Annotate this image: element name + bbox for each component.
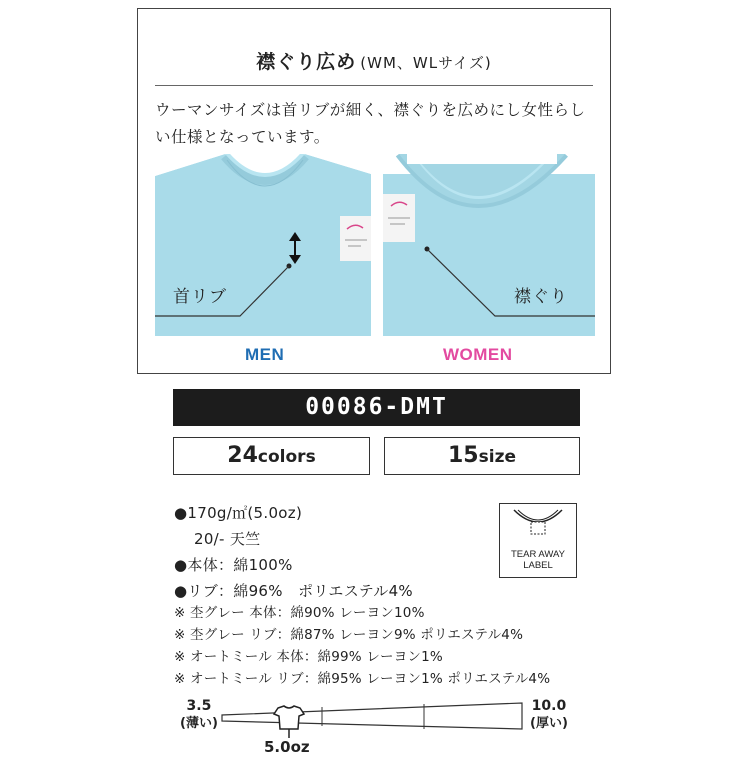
note-item: ※ 杢グレー リブ：綿87% レーヨン9% ポリエステル4% [174, 627, 524, 643]
spec-weight: ●170g/㎡(5.0oz) [174, 504, 303, 522]
scale-max-label: (厚い) [530, 716, 568, 731]
tear-away-label-icon [510, 508, 566, 544]
scale-min-value: 3.5 [186, 698, 212, 714]
spec-rib: ●リブ：綿96% ポリエステル4% [174, 582, 413, 600]
spec-yarn: 20/- 天竺 [194, 530, 261, 548]
size-count-box [384, 437, 580, 475]
fabric-specs [174, 500, 413, 604]
note-item: ※ オートミール リブ：綿95% レーヨン1% ポリエステル4% [174, 671, 551, 687]
color-count: 24 [227, 443, 258, 468]
neckline-info-card [137, 8, 611, 374]
card-title-main: 襟ぐり広め [256, 51, 357, 73]
neckline-comparison-photo [155, 154, 595, 336]
scale-wedge [222, 703, 522, 729]
scale-max [530, 697, 568, 733]
current-weight: 5.0oz [264, 738, 310, 756]
scale-max-value: 10.0 [531, 698, 567, 714]
tear-away-line2: LABEL [523, 560, 553, 571]
tear-away-label-badge [499, 503, 577, 578]
card-title-sub: (WM、WLサイズ) [360, 54, 492, 72]
scale-min-label: (薄い) [180, 716, 218, 731]
rib-callout-label: 首リブ [173, 287, 227, 307]
scale-min [180, 697, 218, 733]
tear-away-line1: TEAR AWAY [510, 549, 566, 560]
fabric-weight-scale [220, 698, 525, 738]
spec-body: ●本体：綿100% [174, 556, 293, 574]
men-label: MEN [245, 345, 285, 364]
tear-away-text [500, 549, 576, 571]
size-unit: size [478, 447, 516, 467]
product-code: 00086-DMT [173, 389, 580, 426]
neckline-callout-label: 襟ぐり [514, 287, 568, 307]
color-unit: colors [257, 447, 316, 467]
card-description: ウーマンサイズは首リブが細く、襟ぐりを広めにし女性らしい仕様となっています。 [155, 101, 586, 146]
note-item: ※ 杢グレー 本体：綿90% レーヨン10% [174, 605, 425, 621]
women-label: WOMEN [443, 345, 513, 364]
composition-notes [174, 602, 550, 690]
men-shirt-photo [155, 154, 375, 336]
size-count: 15 [448, 443, 479, 468]
card-title [138, 47, 610, 74]
color-count-box [173, 437, 370, 475]
note-item: ※ オートミール 本体：綿99% レーヨン1% [174, 649, 443, 665]
card-divider [155, 85, 593, 86]
